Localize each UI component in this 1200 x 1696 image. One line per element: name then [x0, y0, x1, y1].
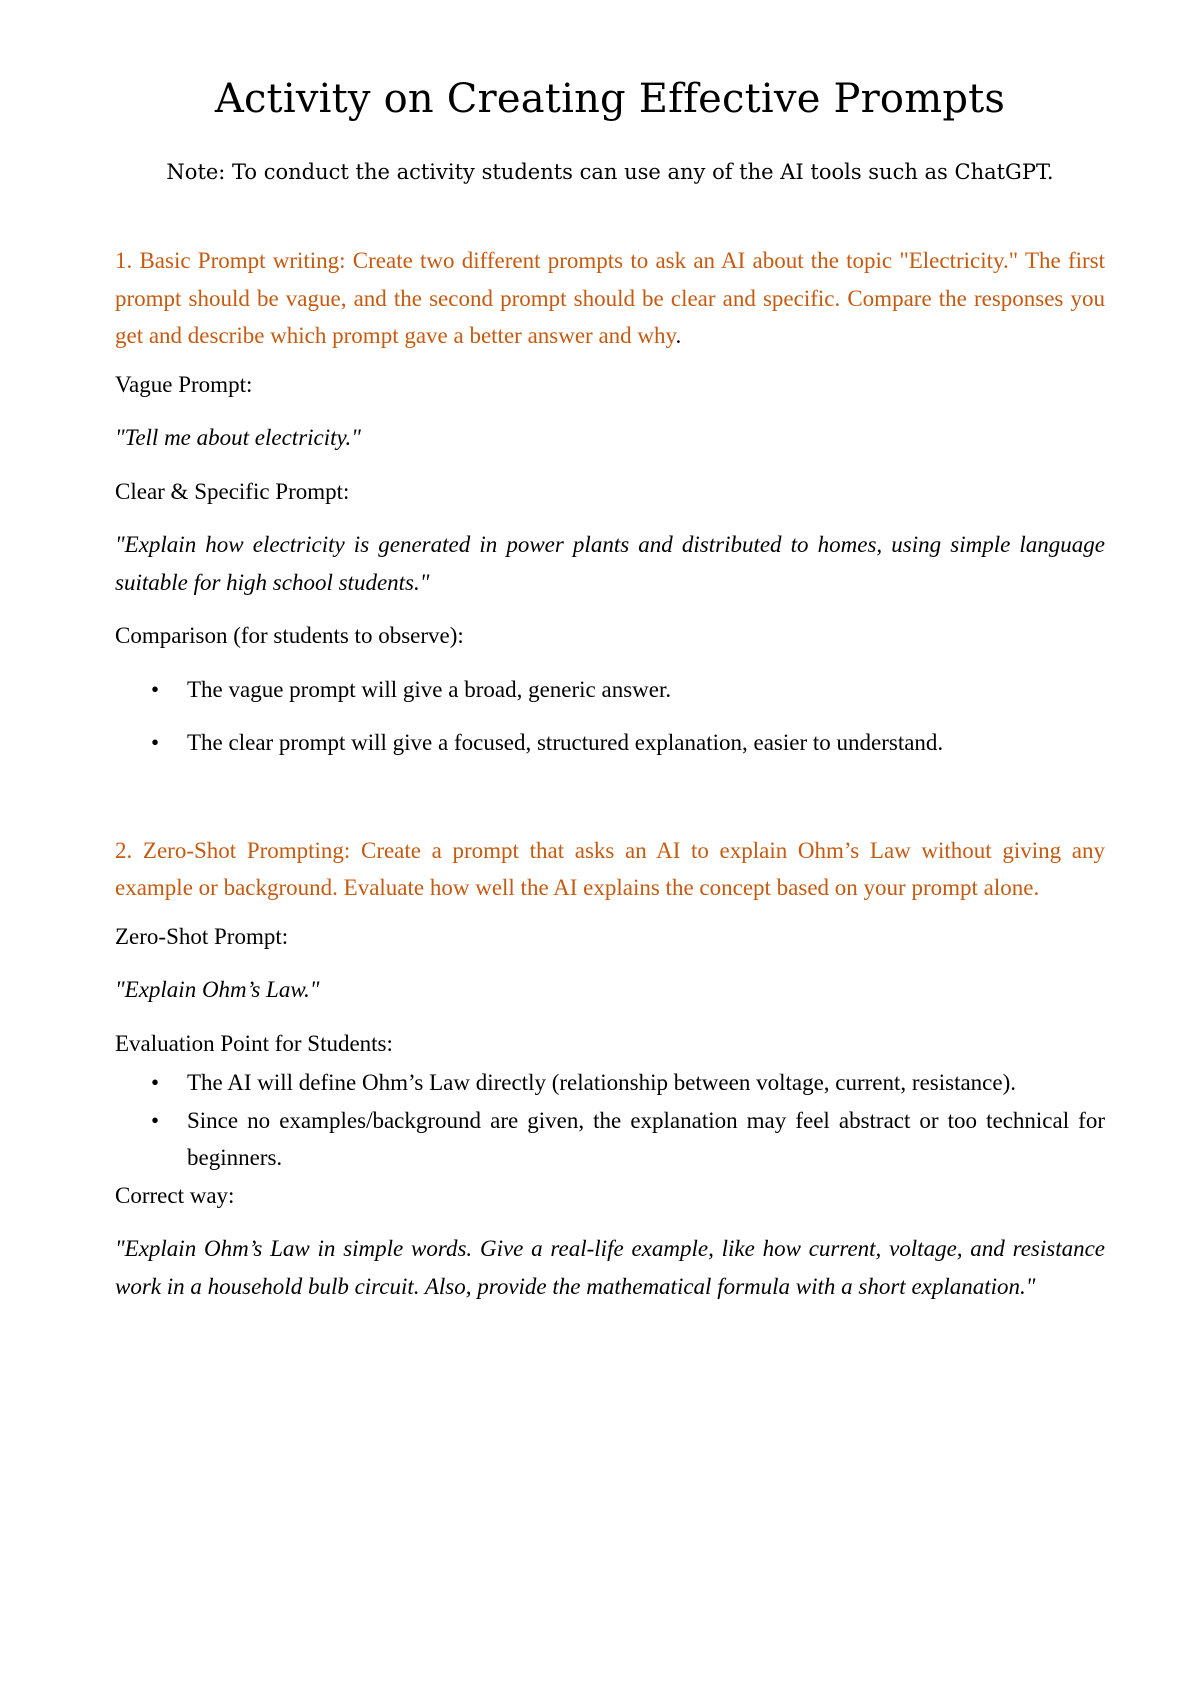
correct-way-prompt-text: "Explain Ohm’s Law in simple words. Give a real-life example, like how current, voltage, and resistance work in a household bulb circuit. Also, provide the mathematical formula with a short explanation."	[115, 1236, 1105, 1299]
clear-prompt-text: "Explain how electricity is generated in power plants and distributed to homes, using simple language suitable for high school students."	[115, 532, 1105, 595]
bullet-icon: •	[151, 676, 160, 702]
zero-shot-prompt-text: "Explain Ohm’s Law."	[115, 977, 320, 1002]
comparison-label: Comparison (for students to observe):	[115, 623, 464, 648]
list-item	[115, 1102, 1105, 1177]
section1-question-tail: .	[675, 323, 682, 348]
bullet-icon: •	[151, 730, 160, 755]
section1-question-text: 1. Basic Prompt writing: Create two different prompts to ask an AI about the topic "Electricity." The first prompt should be vague, and the second prompt should be clear and specific. Compare the responses you get and describe which prompt gave a better answer and why	[115, 248, 1105, 348]
comparison-list	[115, 671, 1105, 762]
document-content	[115, 70, 1105, 1321]
evaluation-label: Evaluation Point for Students:	[115, 1030, 393, 1056]
vague-prompt-text: "Tell me about electricity."	[115, 425, 361, 450]
bullet-icon: •	[151, 1070, 160, 1095]
section1-question	[115, 242, 1105, 355]
list-item-text: The AI will define Ohm’s Law directly (relationship between voltage, current, resistance).	[187, 1070, 1016, 1095]
correct-way-label: Correct way:	[115, 1182, 235, 1208]
page-title: Activity on Creating Effective Prompts	[214, 76, 1006, 122]
bullet-icon: •	[151, 1107, 160, 1133]
list-item-text: Since no examples/background are given, the explanation may feel abstract or too technical for beginners.	[187, 1107, 1105, 1170]
list-item	[115, 724, 1105, 762]
clear-prompt-label: Clear & Specific Prompt:	[115, 478, 350, 504]
note-text: Note: To conduct the activity students can use any of the AI tools such as ChatGPT.	[166, 160, 1054, 184]
list-item	[115, 1064, 1105, 1102]
list-item	[115, 671, 1105, 709]
list-item-text: The vague prompt will give a broad, generic answer.	[187, 676, 672, 702]
list-item-text: The clear prompt will give a focused, structured explanation, easier to understand.	[187, 730, 944, 755]
vague-prompt-label: Vague Prompt:	[115, 371, 253, 397]
zero-shot-prompt-label: Zero-Shot Prompt:	[115, 923, 289, 949]
section-spacer	[115, 778, 1105, 832]
section2-question: 2. Zero-Shot Prompting: Create a prompt that asks an AI to explain Ohm’s Law without giving any example or background. Evaluate how well the AI explains the concept based on your prompt alone.	[115, 837, 1105, 900]
evaluation-list	[115, 1064, 1105, 1177]
